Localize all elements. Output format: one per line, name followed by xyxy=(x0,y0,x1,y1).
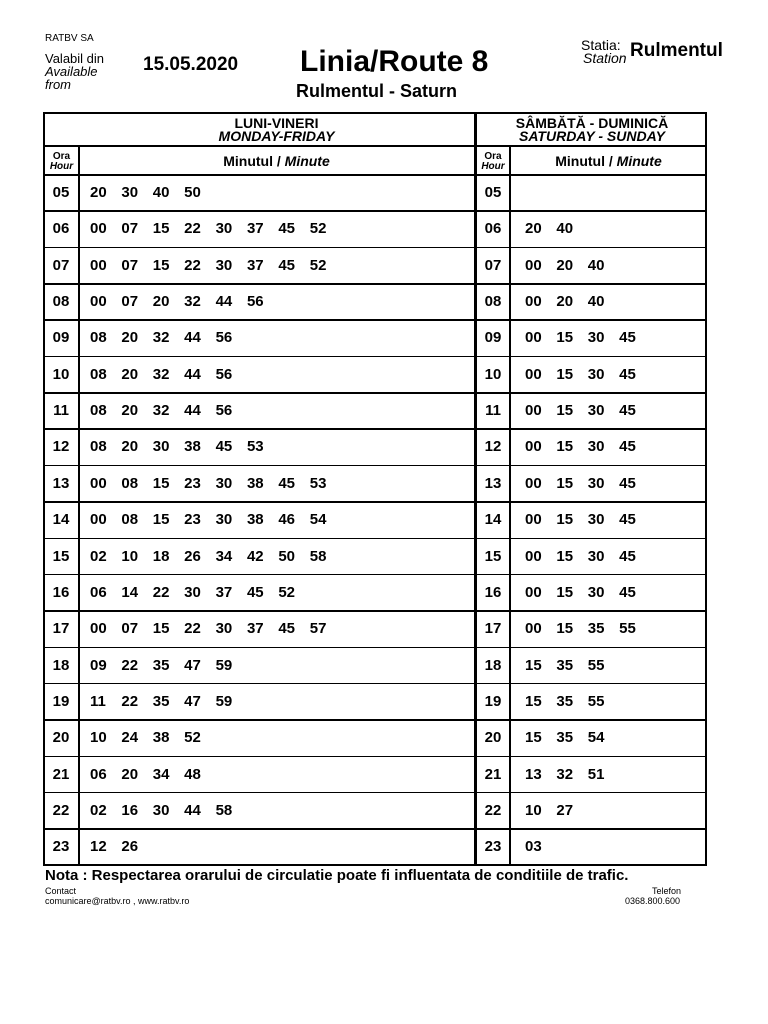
minute-value: 22 xyxy=(184,256,201,274)
minute-value: 44 xyxy=(184,801,201,819)
minute-value: 38 xyxy=(184,438,201,456)
weekend-hour-cell: 18 xyxy=(484,656,502,674)
minute-value: 52 xyxy=(309,256,327,274)
minute-value: 54 xyxy=(309,511,327,529)
minute-value: 27 xyxy=(556,801,574,819)
minute-value: 56 xyxy=(246,293,264,311)
weekend-hour-cell: 13 xyxy=(484,474,502,492)
minute-value: 08 xyxy=(90,438,107,456)
minute-value: 06 xyxy=(90,765,107,783)
weekday-hour-cell: 14 xyxy=(52,511,70,529)
minute-value: 30 xyxy=(587,365,605,383)
minute-value: 56 xyxy=(215,365,233,383)
minute-value: 30 xyxy=(121,184,139,201)
weekday-minutes-cell xyxy=(90,184,216,201)
minute-value: 30 xyxy=(587,474,605,492)
minute-value: 08 xyxy=(90,402,107,420)
minute-value: 46 xyxy=(278,511,296,529)
weekend-minutes-cell xyxy=(525,329,651,346)
weekday-hour-cell: 07 xyxy=(52,256,70,274)
minute-value: 52 xyxy=(278,583,296,601)
weekend-minutes-cell xyxy=(525,584,651,601)
minute-value: 15 xyxy=(152,220,170,238)
minute-value: 00 xyxy=(525,402,542,420)
weekend-hour-cell: 06 xyxy=(484,220,502,238)
minute-value: 30 xyxy=(587,329,605,347)
minute-value: 30 xyxy=(587,438,605,456)
weekday-hour-header xyxy=(45,152,78,172)
minute-value: 12 xyxy=(90,838,107,856)
weekday-minutes-cell xyxy=(90,366,247,383)
row-divider xyxy=(45,465,705,467)
valid-from-label: Valabil din xyxy=(45,51,105,66)
minute-value: 15 xyxy=(556,474,574,492)
minute-value: 30 xyxy=(215,511,233,529)
phone-label: Telefon xyxy=(652,886,682,896)
minute-value: 45 xyxy=(619,583,636,601)
minute-value: 45 xyxy=(619,511,636,529)
weekday-hour-cell: 11 xyxy=(53,402,69,420)
minute-value: 15 xyxy=(556,402,574,420)
weekday-minute-header xyxy=(79,153,474,169)
minute-value: 30 xyxy=(587,547,605,565)
minute-value: 00 xyxy=(525,474,542,492)
minute-value: 30 xyxy=(587,402,605,420)
minute-value: 30 xyxy=(152,801,170,819)
weekday-hour-cell: 09 xyxy=(52,329,70,347)
minute-value: 07 xyxy=(121,620,139,638)
minute-value: 15 xyxy=(556,438,574,456)
minute-value: 37 xyxy=(246,256,264,274)
row-divider xyxy=(45,610,705,612)
minute-value: 26 xyxy=(121,838,139,856)
weekday-minutes-cell xyxy=(90,766,216,783)
minute-value: 24 xyxy=(121,729,139,747)
row-divider xyxy=(45,574,705,576)
minute-value: 35 xyxy=(556,692,574,710)
minute-value: 38 xyxy=(246,511,264,529)
hour-label-en: Hour xyxy=(481,161,505,172)
minute-value: 15 xyxy=(556,583,574,601)
weekend-hour-cell: 19 xyxy=(484,692,502,710)
weekend-minutes-cell xyxy=(525,620,651,637)
minute-value: 30 xyxy=(215,620,233,638)
weekend-hour-cell: 08 xyxy=(484,293,502,311)
minute-label: Minutul / xyxy=(223,153,285,169)
minute-value: 45 xyxy=(278,220,296,238)
weekend-hour-header xyxy=(477,152,509,172)
minute-value: 53 xyxy=(309,474,327,492)
minute-value: 20 xyxy=(152,293,170,311)
minute-value: 00 xyxy=(90,511,107,529)
minute-value: 00 xyxy=(525,511,542,529)
minute-value: 56 xyxy=(215,329,233,347)
weekday-minutes-cell xyxy=(90,402,247,419)
minute-value: 44 xyxy=(184,329,201,347)
weekend-hour-cell: 22 xyxy=(484,801,502,819)
weekend-minutes-cell xyxy=(525,511,651,528)
route-subtitle: Rulmentul - Saturn xyxy=(296,81,457,101)
minute-value: 40 xyxy=(152,184,170,201)
minute-value: 00 xyxy=(90,620,107,638)
minute-value: 20 xyxy=(121,329,139,347)
minute-value: 30 xyxy=(215,474,233,492)
weekend-hour-cell: 21 xyxy=(484,765,502,783)
valid-from-label-en-2: from xyxy=(45,77,71,92)
minute-value: 07 xyxy=(121,220,139,238)
minute-value: 22 xyxy=(121,656,139,674)
weekday-minutes-cell xyxy=(90,548,341,565)
minute-value: 35 xyxy=(556,729,574,747)
minute-value: 37 xyxy=(246,220,264,238)
minute-value: 30 xyxy=(587,583,605,601)
weekday-hour-cell: 22 xyxy=(52,801,70,819)
minute-value: 16 xyxy=(121,801,139,819)
weekend-minutes-cell xyxy=(525,657,619,674)
footer-note: Nota : Respectarea orarului de circulatie poate fi influentata de conditiile de trafic. xyxy=(45,867,629,884)
weekday-hour-cell: 21 xyxy=(52,765,70,783)
contact-value: comunicare@ratbv.ro , www.ratbv.ro xyxy=(45,896,190,906)
weekend-minutes-cell xyxy=(525,729,619,746)
row-divider xyxy=(45,756,705,758)
minute-value: 00 xyxy=(525,438,542,456)
minute-value: 53 xyxy=(246,438,264,456)
minute-value: 51 xyxy=(587,765,605,783)
weekend-title: SÂMBĂTĂ - DUMINICĂ xyxy=(515,115,669,131)
weekend-hour-cell: 10 xyxy=(484,365,502,383)
minute-value: 38 xyxy=(152,729,170,747)
row-divider xyxy=(45,828,705,830)
weekend-minutes-cell xyxy=(525,257,619,274)
row-divider xyxy=(45,647,705,649)
minute-value: 45 xyxy=(246,583,264,601)
minute-value: 37 xyxy=(246,620,264,638)
weekday-hour-cell: 13 xyxy=(52,474,70,492)
minute-value: 00 xyxy=(90,220,107,238)
weekday-minutes-cell xyxy=(90,584,310,601)
minute-value: 08 xyxy=(121,474,139,492)
minute-value: 09 xyxy=(90,656,107,674)
phone-value: 0368.800.600 xyxy=(625,896,681,906)
minute-value: 30 xyxy=(215,256,233,274)
row-divider xyxy=(45,356,705,358)
minute-value: 18 xyxy=(152,547,170,565)
weekday-title: LUNI-VINERI xyxy=(234,115,319,131)
minute-value: 15 xyxy=(556,511,574,529)
minute-value: 20 xyxy=(121,402,139,420)
minute-value: 20 xyxy=(525,220,542,238)
weekday-header xyxy=(79,117,474,143)
row-divider xyxy=(45,210,705,212)
station-label: Statia: xyxy=(581,37,621,53)
weekend-minutes-cell xyxy=(525,293,619,310)
weekend-hour-cell: 07 xyxy=(484,256,502,274)
valid-from-date: 15.05.2020 xyxy=(143,54,239,75)
minute-value: 32 xyxy=(152,329,170,347)
minute-value: 26 xyxy=(184,547,201,565)
weekend-title-en: SATURDAY - SUNDAY xyxy=(519,128,665,144)
weekday-hour-cell: 05 xyxy=(52,184,70,201)
minute-value: 32 xyxy=(152,365,170,383)
row-divider xyxy=(45,719,705,721)
minute-value: 55 xyxy=(619,620,636,638)
minute-value: 45 xyxy=(619,474,636,492)
weekday-minutes-cell xyxy=(90,693,247,710)
weekend-minutes-cell xyxy=(525,475,651,492)
weekend-hour-cell: 14 xyxy=(484,511,502,529)
minute-value: 15 xyxy=(152,511,170,529)
weekday-minutes-cell xyxy=(90,802,247,819)
weekday-minutes-cell xyxy=(90,657,247,674)
minute-value: 50 xyxy=(184,184,201,201)
minute-value: 56 xyxy=(215,402,233,420)
weekend-minutes-cell xyxy=(525,548,651,565)
minute-value: 15 xyxy=(556,547,574,565)
minute-value: 02 xyxy=(90,547,107,565)
minute-value: 15 xyxy=(152,256,170,274)
row-divider xyxy=(45,247,705,249)
weekday-minutes-cell xyxy=(90,511,341,528)
weekend-hour-cell: 17 xyxy=(484,620,502,638)
minute-value: 10 xyxy=(525,801,542,819)
weekday-minutes-cell xyxy=(90,620,341,637)
minute-value: 54 xyxy=(587,729,605,747)
weekday-minutes-cell xyxy=(90,838,153,855)
minute-value: 13 xyxy=(525,765,542,783)
weekday-hour-cell: 16 xyxy=(52,583,70,601)
minute-value: 08 xyxy=(90,365,107,383)
minute-value: 08 xyxy=(90,329,107,347)
row-divider xyxy=(45,683,705,685)
weekend-hour-cell: 11 xyxy=(485,402,501,420)
minute-value: 00 xyxy=(525,547,542,565)
minute-value: 00 xyxy=(525,293,542,311)
minute-value: 15 xyxy=(152,474,170,492)
minute-value: 00 xyxy=(525,620,542,638)
minute-value: 59 xyxy=(215,692,233,710)
weekday-hour-cell: 19 xyxy=(52,692,70,710)
weekend-hour-cell: 05 xyxy=(484,184,502,201)
row-divider xyxy=(45,392,705,394)
contact-label: Contact xyxy=(45,886,77,896)
minute-value: 11 xyxy=(90,692,106,710)
minute-value: 08 xyxy=(121,511,139,529)
station-label-en: Station xyxy=(583,50,627,66)
minute-value: 22 xyxy=(121,692,139,710)
minute-value: 15 xyxy=(556,620,574,638)
minute-value: 15 xyxy=(556,329,574,347)
row-divider xyxy=(45,174,705,176)
row-divider xyxy=(45,792,705,794)
minute-value: 10 xyxy=(90,729,107,747)
company-name: RATBV SA xyxy=(45,33,94,44)
minute-value: 14 xyxy=(121,583,139,601)
weekday-hour-cell: 17 xyxy=(52,620,70,638)
minute-value: 59 xyxy=(215,656,233,674)
minute-value: 23 xyxy=(184,511,201,529)
minute-value: 44 xyxy=(184,402,201,420)
minute-value: 00 xyxy=(525,583,542,601)
minute-value: 32 xyxy=(184,293,201,311)
minute-value: 48 xyxy=(184,765,201,783)
weekend-minutes-cell xyxy=(525,438,651,455)
minute-value: 07 xyxy=(121,256,139,274)
weekend-hour-cell: 15 xyxy=(484,547,502,565)
weekend-minutes-cell xyxy=(525,838,556,855)
hour-label: Ora xyxy=(484,151,502,162)
weekday-minutes-cell xyxy=(90,257,341,274)
weekday-minutes-cell xyxy=(90,329,247,346)
minute-value: 20 xyxy=(121,365,139,383)
minute-value: 55 xyxy=(587,656,605,674)
minute-value: 40 xyxy=(556,220,574,238)
minute-value: 15 xyxy=(525,656,542,674)
weekday-hour-cell: 10 xyxy=(52,365,70,383)
minute-label-en: Minute xyxy=(284,153,330,169)
weekday-hour-cell: 08 xyxy=(52,293,70,311)
minute-label-en: Minute xyxy=(616,153,662,169)
minute-value: 37 xyxy=(215,583,233,601)
weekend-minutes-cell xyxy=(525,402,651,419)
weekday-hour-cell: 23 xyxy=(52,838,70,856)
minute-value: 57 xyxy=(309,620,327,638)
minute-value: 45 xyxy=(619,438,636,456)
minute-label: Minutul / xyxy=(555,153,617,169)
weekend-minutes-cell xyxy=(525,693,619,710)
route-title: Linia/Route 8 xyxy=(300,45,489,78)
minute-value: 35 xyxy=(152,656,170,674)
row-divider xyxy=(45,538,705,540)
row-divider xyxy=(45,283,705,285)
valid-from-label-en: Available xyxy=(45,64,98,79)
weekend-hour-cell: 09 xyxy=(484,329,502,347)
hour-label: Ora xyxy=(52,151,71,162)
weekday-hour-cell: 06 xyxy=(52,220,70,238)
weekend-header xyxy=(477,117,707,143)
minute-value: 58 xyxy=(309,547,327,565)
header-divider xyxy=(45,145,705,147)
hour-label-en: Hour xyxy=(49,161,74,172)
minute-value: 40 xyxy=(587,293,605,311)
minute-value: 03 xyxy=(525,838,542,856)
minute-value: 44 xyxy=(184,365,201,383)
minute-value: 35 xyxy=(152,692,170,710)
weekday-title-en: MONDAY-FRIDAY xyxy=(218,128,335,144)
minute-value: 06 xyxy=(90,583,107,601)
timetable xyxy=(43,112,707,866)
weekday-minutes-cell xyxy=(90,293,278,310)
minute-value: 20 xyxy=(556,293,574,311)
minute-value: 50 xyxy=(278,547,296,565)
weekend-hour-cell: 23 xyxy=(484,838,502,856)
weekend-hour-cell: 20 xyxy=(484,729,502,747)
minute-value: 52 xyxy=(309,220,327,238)
minute-value: 35 xyxy=(556,656,574,674)
minute-value: 15 xyxy=(525,692,542,710)
weekend-minutes-cell xyxy=(525,766,619,783)
minute-value: 00 xyxy=(90,256,107,274)
minute-value: 52 xyxy=(184,729,201,747)
minute-value: 38 xyxy=(246,474,264,492)
minute-value: 30 xyxy=(184,583,201,601)
minute-value: 42 xyxy=(246,547,264,565)
minute-value: 20 xyxy=(90,184,107,201)
weekday-hour-cell: 15 xyxy=(52,547,70,565)
station-name: Rulmentul xyxy=(630,40,723,61)
minute-value: 20 xyxy=(121,765,139,783)
weekend-minutes-cell xyxy=(525,802,588,819)
minute-value: 35 xyxy=(587,620,605,638)
minute-value: 00 xyxy=(90,293,107,311)
weekday-hour-cell: 18 xyxy=(52,656,70,674)
weekday-minutes-cell xyxy=(90,475,341,492)
minute-value: 15 xyxy=(525,729,542,747)
minute-value: 45 xyxy=(619,365,636,383)
minute-value: 30 xyxy=(215,220,233,238)
minute-value: 32 xyxy=(556,765,574,783)
weekend-minutes-cell xyxy=(525,366,651,383)
minute-value: 30 xyxy=(152,438,170,456)
minute-value: 15 xyxy=(152,620,170,638)
weekend-minutes-cell xyxy=(525,220,588,237)
minute-value: 07 xyxy=(121,293,139,311)
row-divider xyxy=(45,319,705,321)
weekday-hour-cell: 20 xyxy=(52,729,70,747)
weekday-hour-cell: 12 xyxy=(52,438,70,456)
minute-value: 22 xyxy=(184,220,201,238)
weekend-minute-header xyxy=(510,153,707,169)
minute-value: 00 xyxy=(525,365,542,383)
weekday-minutes-cell xyxy=(90,438,278,455)
minute-value: 45 xyxy=(278,474,296,492)
minute-value: 02 xyxy=(90,801,107,819)
minute-value: 55 xyxy=(587,692,605,710)
minute-value: 10 xyxy=(121,547,139,565)
minute-value: 00 xyxy=(525,256,542,274)
minute-value: 22 xyxy=(184,620,201,638)
minute-value: 44 xyxy=(215,293,233,311)
minute-value: 32 xyxy=(152,402,170,420)
minute-value: 00 xyxy=(90,474,107,492)
minute-value: 40 xyxy=(587,256,605,274)
minute-value: 47 xyxy=(184,656,201,674)
weekday-minutes-cell xyxy=(90,220,341,237)
minute-value: 30 xyxy=(587,511,605,529)
minute-value: 45 xyxy=(278,620,296,638)
minute-value: 34 xyxy=(152,765,170,783)
minute-value: 20 xyxy=(121,438,139,456)
minute-value: 45 xyxy=(215,438,233,456)
minute-value: 45 xyxy=(619,329,636,347)
minute-value: 15 xyxy=(556,365,574,383)
minute-value: 47 xyxy=(184,692,201,710)
row-divider xyxy=(45,501,705,503)
row-divider xyxy=(45,428,705,430)
minute-value: 34 xyxy=(215,547,233,565)
weekday-minutes-cell xyxy=(90,729,216,746)
minute-value: 22 xyxy=(152,583,170,601)
minute-value: 58 xyxy=(215,801,233,819)
weekend-hour-cell: 12 xyxy=(484,438,502,456)
minute-value: 23 xyxy=(184,474,201,492)
minute-value: 00 xyxy=(525,329,542,347)
minute-value: 45 xyxy=(619,402,636,420)
minute-value: 20 xyxy=(556,256,574,274)
weekend-hour-cell: 16 xyxy=(484,583,502,601)
minute-value: 45 xyxy=(619,547,636,565)
minute-value: 45 xyxy=(278,256,296,274)
